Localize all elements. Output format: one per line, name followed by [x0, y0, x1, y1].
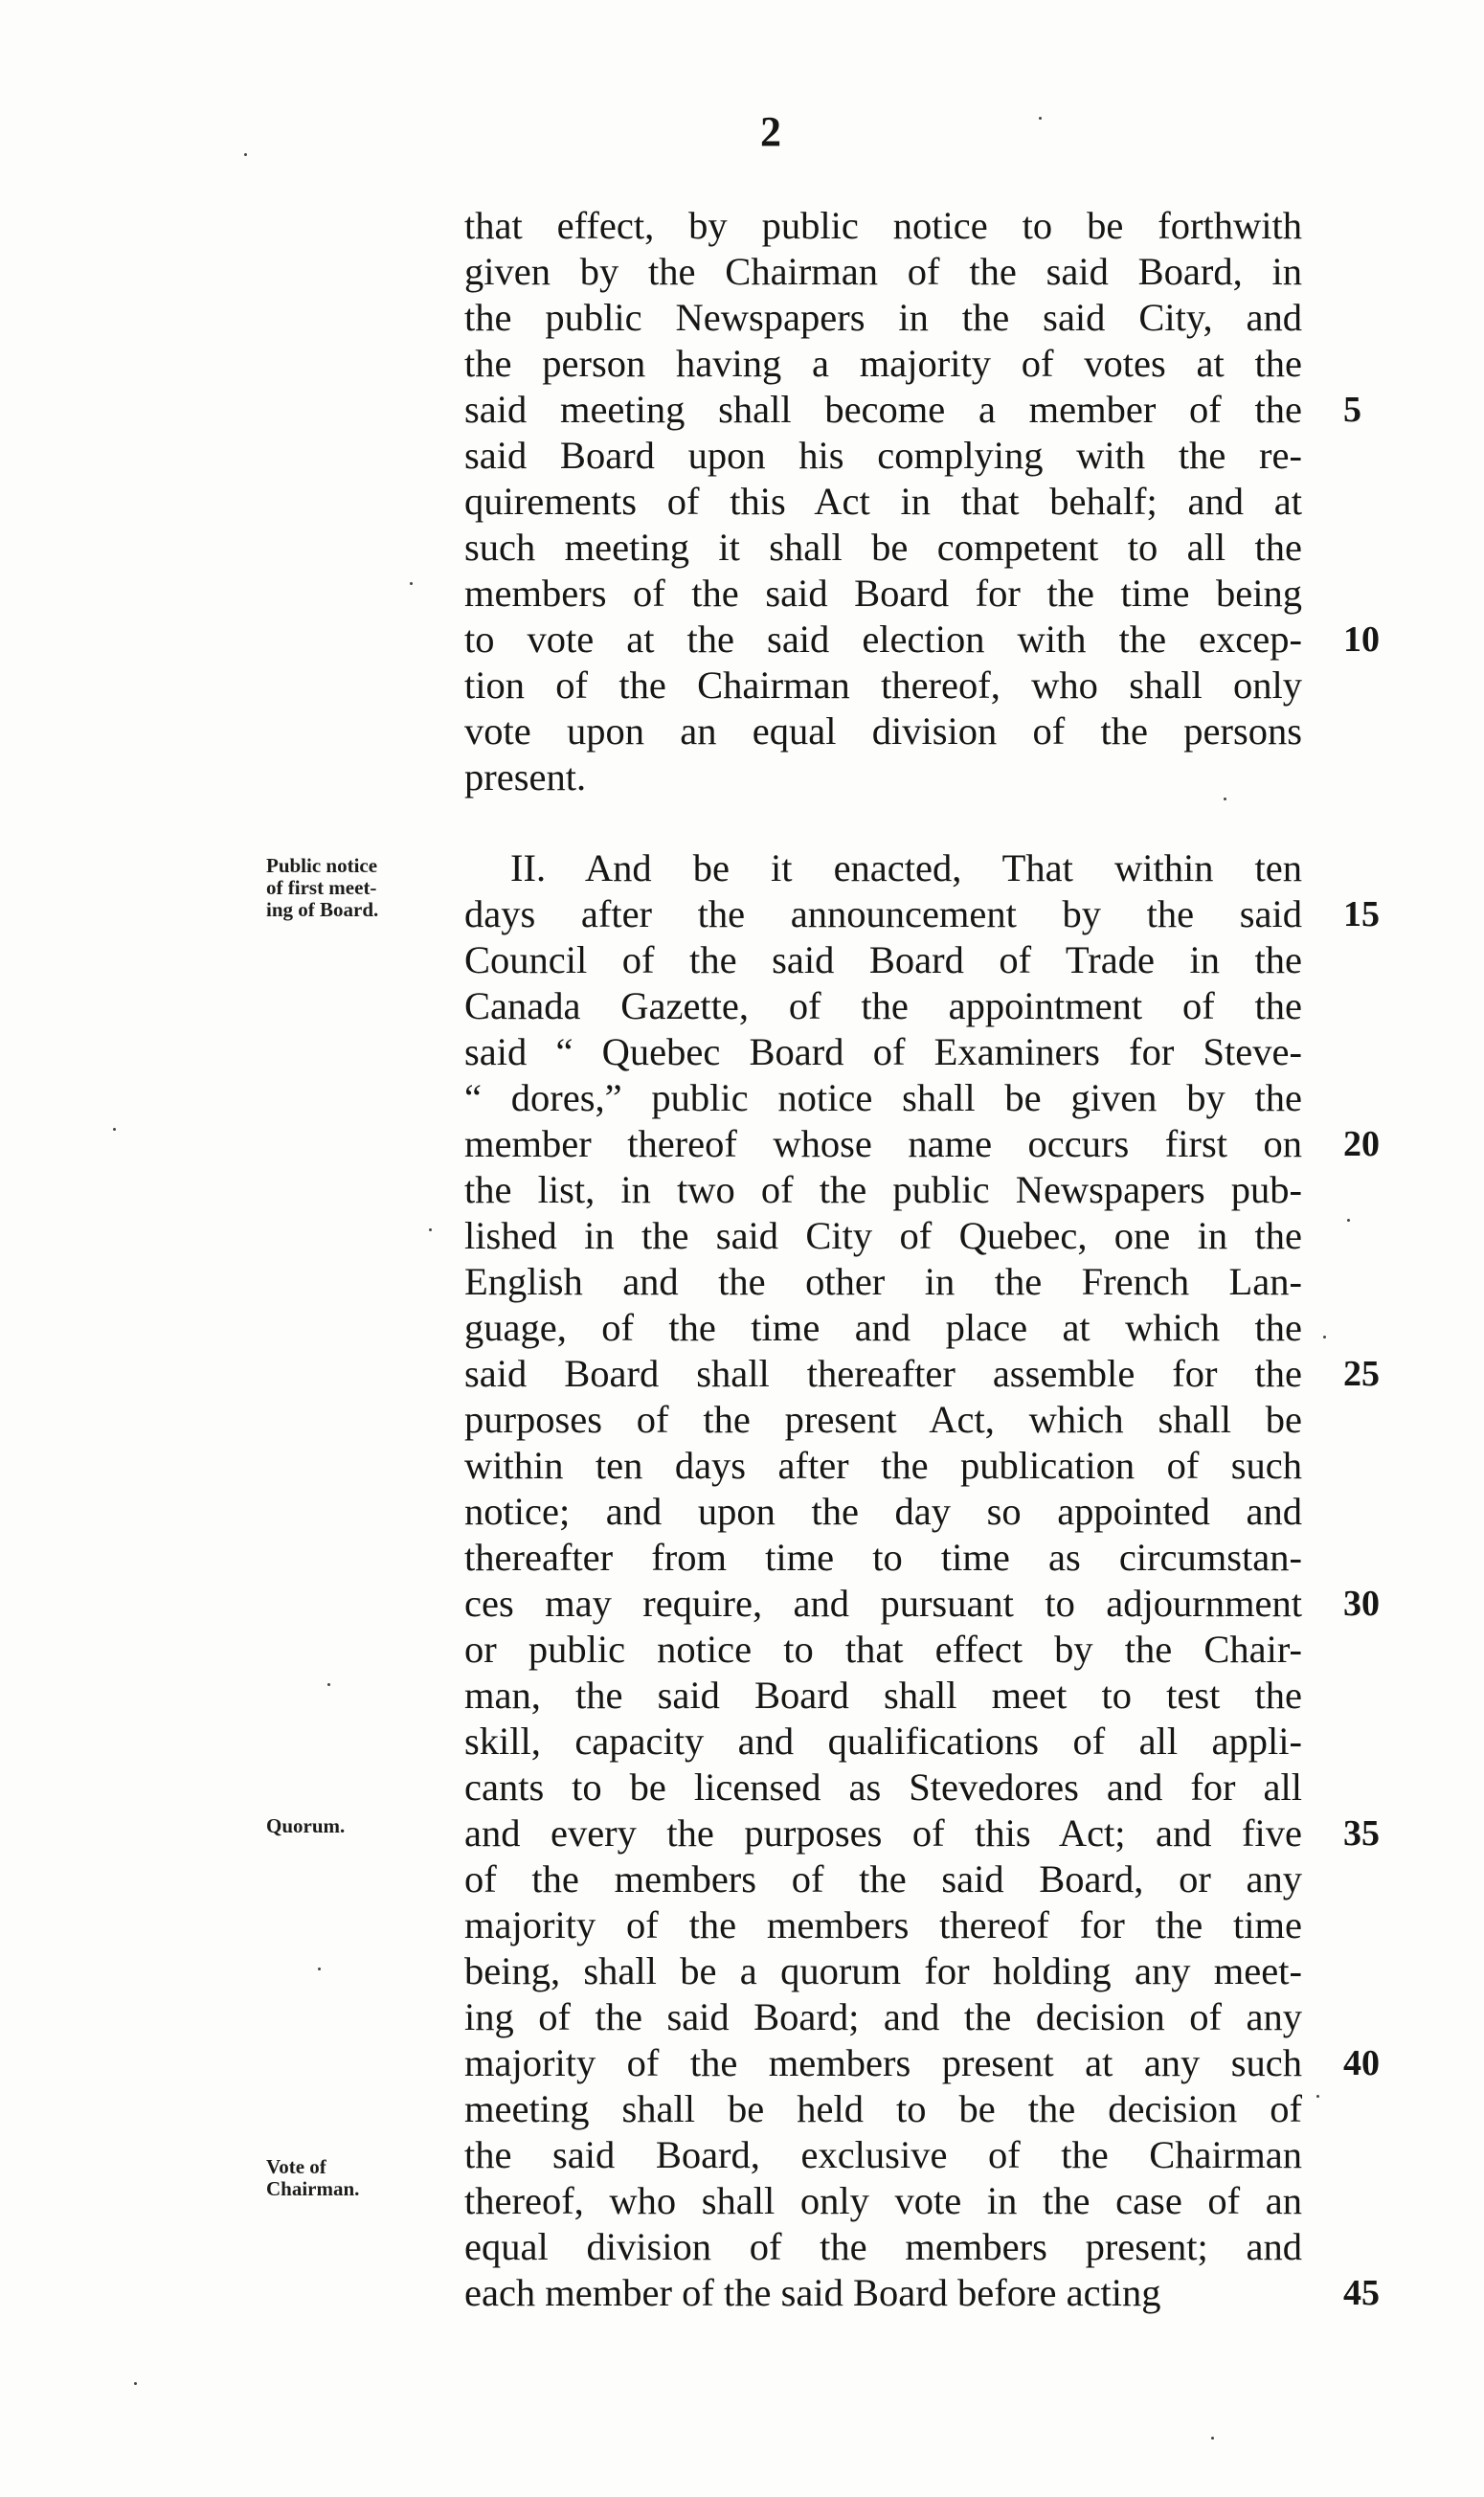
text-line — [464, 663, 1302, 709]
sidenote-quorum — [266, 1815, 345, 1837]
text-line — [464, 1489, 1302, 1535]
text-line-content: being, shall be a quorum for holding any meet- — [464, 1949, 1302, 1992]
text-line — [464, 2178, 1302, 2224]
section-two-paragraph — [464, 845, 1380, 2316]
margin-line-number: 25 — [1343, 1354, 1380, 1394]
text-line — [464, 479, 1302, 525]
print-speck — [429, 1228, 432, 1231]
print-speck — [244, 153, 247, 156]
text-line-content: tion of the Chairman thereof, who shall only — [464, 664, 1302, 707]
text-line — [464, 2270, 1380, 2316]
text-line-content: majority of the members present at any such — [464, 2041, 1302, 2084]
print-speck — [327, 1683, 330, 1686]
sidenote-vote-of-chairman-line: Vote of — [266, 2155, 326, 2178]
text-line — [464, 1581, 1380, 1627]
text-line-content: within ten days after the publication of such — [464, 1444, 1302, 1487]
text-line-content: of the members of the said Board, or any — [464, 1857, 1302, 1901]
text-line — [464, 2224, 1302, 2270]
margin-line-number: 20 — [1343, 1124, 1380, 1164]
text-line — [464, 937, 1302, 983]
text-line-content: skill, capacity and qualifications of all appli- — [464, 1720, 1302, 1763]
text-line — [464, 2132, 1302, 2178]
text-line-content: each member of the said Board before acting — [464, 2271, 1161, 2314]
text-line-content: said Board upon his complying with the re- — [464, 434, 1302, 477]
margin-line-number: 5 — [1343, 390, 1361, 430]
text-line-content: ces may require, and pursuant to adjournment — [464, 1582, 1302, 1625]
text-line — [464, 433, 1302, 479]
print-speck — [1323, 1336, 1326, 1338]
text-line-content: thereafter from time to time as circumstan- — [464, 1536, 1302, 1579]
text-line-content: Canada Gazette, of the appointment of the — [464, 984, 1302, 1027]
text-line — [464, 1259, 1302, 1305]
text-line — [464, 1443, 1302, 1489]
text-line — [464, 1535, 1302, 1581]
print-speck — [1224, 798, 1226, 800]
text-line — [464, 295, 1302, 341]
text-line-content: the person having a majority of votes at the — [464, 342, 1302, 385]
text-line — [464, 1029, 1302, 1075]
text-line-content: notice; and upon the day so appointed and — [464, 1490, 1302, 1533]
text-line — [464, 754, 1302, 800]
text-line — [464, 1673, 1302, 1719]
sidenote-public-notice — [266, 855, 378, 921]
text-line-content: thereof, who shall only vote in the case of an — [464, 2179, 1302, 2222]
text-line-content: days after the announcement by the said — [464, 892, 1302, 935]
text-line-content: member thereof whose name occurs first on — [464, 1122, 1302, 1165]
text-line — [464, 1213, 1302, 1259]
text-line — [464, 203, 1302, 249]
text-line — [464, 1121, 1380, 1167]
print-speck — [1211, 2437, 1214, 2440]
text-line-content: and every the purposes of this Act; and five — [464, 1811, 1302, 1855]
text-line — [464, 1994, 1302, 2040]
text-line-content: members of the said Board for the time being — [464, 572, 1302, 615]
text-line-content: that effect, by public notice to be forthwith — [464, 204, 1302, 247]
print-speck — [1039, 117, 1042, 120]
text-line — [464, 525, 1302, 571]
text-line-content: equal division of the members present; and — [464, 2225, 1302, 2268]
print-speck — [134, 2382, 137, 2385]
paragraph-continuation — [464, 203, 1380, 800]
text-line — [464, 1305, 1302, 1351]
text-line-content: to vote at the said election with the excep- — [464, 618, 1302, 661]
text-line — [464, 1167, 1302, 1213]
text-line — [464, 891, 1380, 937]
text-line-content: quirements of this Act in that behalf; and at — [464, 480, 1302, 523]
text-line-content: English and the other in the French Lan- — [464, 1260, 1302, 1303]
text-line-content: “ dores,” public notice shall be given by the — [464, 1076, 1302, 1119]
text-line-content: cants to be licensed as Stevedores and for all — [464, 1766, 1302, 1809]
sidenote-quorum-line: Quorum. — [266, 1814, 346, 1837]
text-line — [464, 387, 1361, 433]
text-line — [464, 1948, 1302, 1994]
text-line — [464, 1719, 1302, 1765]
text-line — [464, 1902, 1302, 1948]
text-line — [464, 2040, 1380, 2086]
text-line — [464, 2086, 1302, 2132]
margin-line-number: 45 — [1343, 2273, 1380, 2313]
sidenote-public-notice-line: of first meet- — [266, 876, 377, 899]
text-line — [464, 571, 1302, 617]
text-line — [464, 1627, 1302, 1673]
text-line-content: guage, of the time and place at which the — [464, 1306, 1302, 1349]
text-line-content: the said Board, exclusive of the Chairman — [464, 2133, 1302, 2176]
print-speck — [1347, 1219, 1350, 1222]
text-line — [464, 1811, 1380, 1856]
text-line-content: said Board shall thereafter assemble for the — [464, 1352, 1302, 1395]
text-line — [464, 617, 1380, 663]
sidenote-public-notice-line: ing of Board. — [266, 898, 379, 921]
text-line-content: meeting shall be held to be the decision of — [464, 2087, 1302, 2130]
text-line — [464, 1397, 1302, 1443]
text-line — [464, 983, 1302, 1029]
text-line-content: man, the said Board shall meet to test the — [464, 1674, 1302, 1717]
text-line-content: lished in the said City of Quebec, one in the — [464, 1214, 1302, 1257]
text-line — [464, 1351, 1380, 1397]
text-line-content: or public notice to that effect by the Chair- — [464, 1628, 1302, 1671]
sidenote-public-notice-line: Public notice — [266, 854, 378, 877]
text-line-content: present. — [464, 755, 587, 799]
text-line — [464, 1075, 1302, 1121]
text-line — [464, 1765, 1302, 1811]
print-speck — [318, 1968, 321, 1970]
text-line-content: purposes of the present Act, which shall be — [464, 1398, 1302, 1441]
text-line-content: said “ Quebec Board of Examiners for Steve- — [464, 1030, 1302, 1073]
print-speck — [1316, 2095, 1319, 2098]
margin-line-number: 30 — [1343, 1584, 1380, 1624]
text-line-content: Council of the said Board of Trade in the — [464, 938, 1302, 981]
sidenote-vote-of-chairman — [266, 2156, 359, 2200]
text-line — [464, 1856, 1302, 1902]
margin-line-number: 35 — [1343, 1813, 1380, 1854]
text-line-content: vote upon an equal division of the persons — [464, 709, 1302, 753]
text-line-content: the list, in two of the public Newspapers pub- — [464, 1168, 1302, 1211]
margin-line-number: 10 — [1343, 619, 1380, 660]
print-speck — [410, 582, 413, 585]
text-line — [464, 709, 1302, 754]
margin-line-number: 40 — [1343, 2043, 1380, 2083]
text-line — [464, 341, 1302, 387]
text-line — [464, 249, 1302, 295]
text-line-content: ing of the said Board; and the decision of any — [464, 1995, 1302, 2038]
page-number: 2 — [760, 108, 781, 155]
text-line-content: such meeting it shall be competent to all the — [464, 526, 1302, 569]
text-line-content: majority of the members thereof for the time — [464, 1903, 1302, 1946]
text-line-content: given by the Chairman of the said Board, in — [464, 250, 1302, 293]
text-line-content: said meeting shall become a member of the — [464, 388, 1302, 431]
text-line — [464, 845, 1302, 891]
text-line-content: II. And be it enacted, That within ten — [510, 846, 1302, 889]
margin-line-number: 15 — [1343, 894, 1380, 934]
sidenote-vote-of-chairman-line: Chairman. — [266, 2177, 360, 2200]
text-line-content: the public Newspapers in the said City, and — [464, 296, 1302, 339]
print-speck — [113, 1128, 116, 1131]
